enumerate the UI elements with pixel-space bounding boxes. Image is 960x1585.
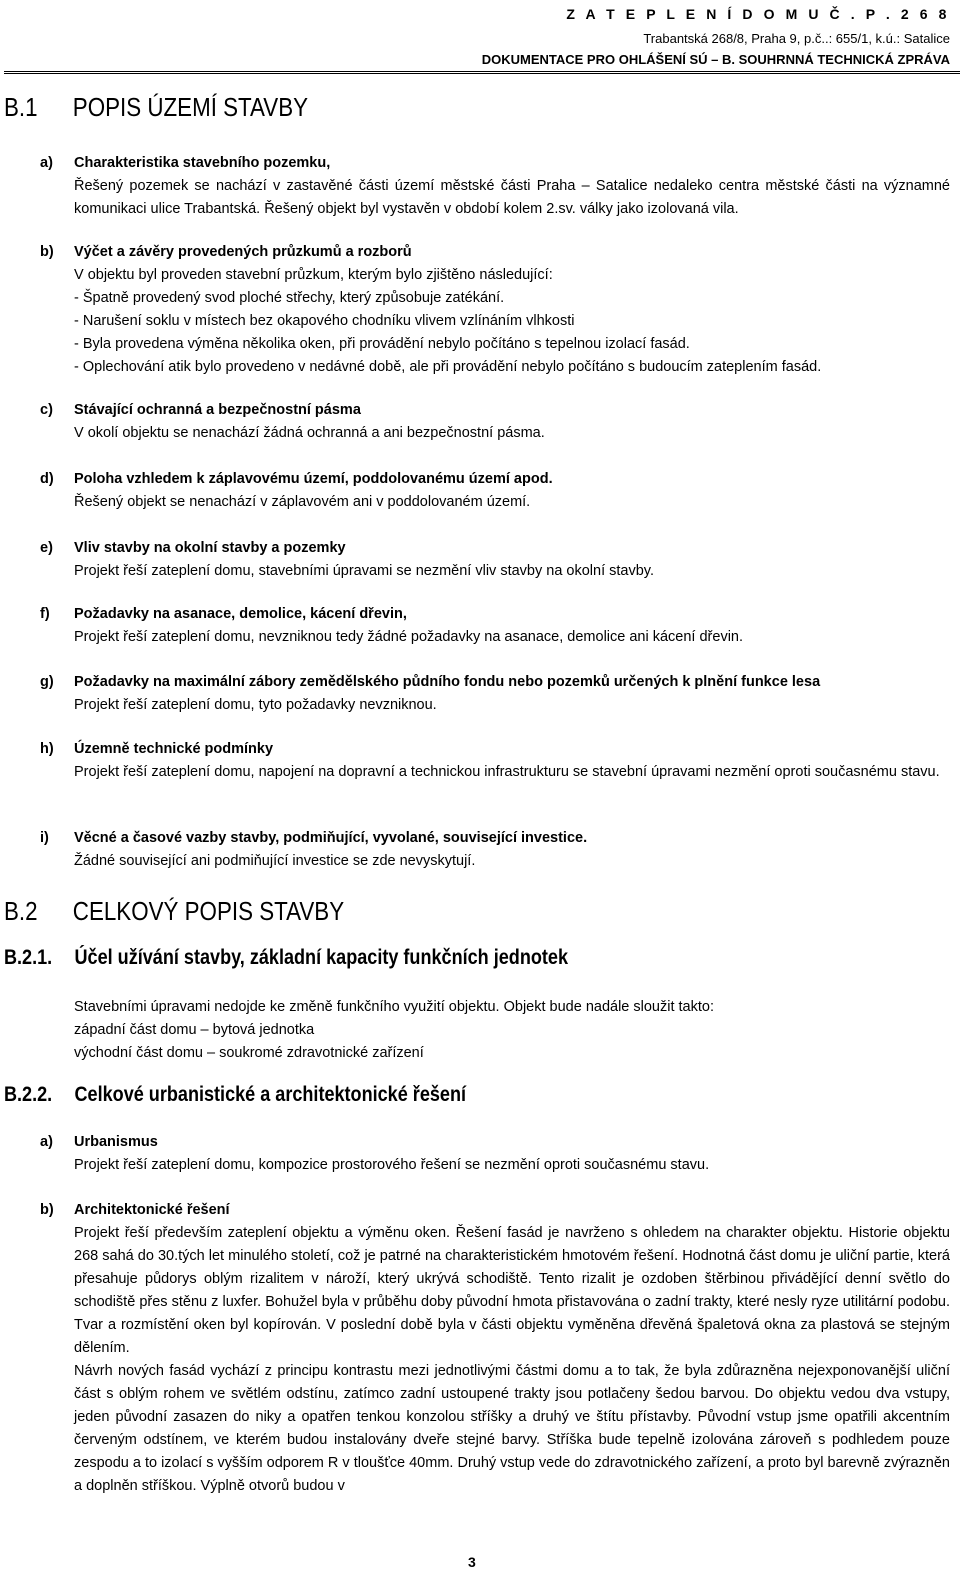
section-text: Projekt řeší zateplení domu, stavebními úpravami se nezmění vliv stavby na okolní stavby. bbox=[74, 563, 654, 579]
section-title: Charakteristika stavebního pozemku, bbox=[74, 155, 331, 171]
section-b22-b bbox=[40, 1199, 950, 1498]
paragraph-line: západní část domu – bytová jednotka bbox=[74, 1022, 315, 1038]
list-item: - Oplechování atik bylo provedeno v nedávné době, ale při provádění nebylo počítáno s budoucím zateplením fasád. bbox=[74, 359, 822, 375]
section-text: Řešený pozemek se nachází v zastavěné části území městské části Praha – Satalice nedaleko centra městské části na významné komunikaci ulice Trabantská. Řešený objekt byl vystavěn v období kolem 2.sv. války jako izolovaná vila. bbox=[74, 178, 950, 217]
section-letter: a) bbox=[40, 1134, 53, 1150]
section-letter: h) bbox=[40, 741, 54, 757]
heading-b1 bbox=[4, 92, 308, 123]
section-b1-e bbox=[40, 537, 950, 583]
section-b1-b bbox=[40, 241, 950, 379]
section-title: Architektonické řešení bbox=[74, 1202, 230, 1218]
section-text: Žádné související ani podmiňující investice se zde nevyskytují. bbox=[74, 853, 476, 869]
section-letter: e) bbox=[40, 540, 53, 556]
heading-b1-title: POPIS ÚZEMÍ STAVBY bbox=[72, 92, 309, 122]
list-item: - Špatně provedený svod ploché střechy, který způsobuje zatékání. bbox=[74, 290, 505, 306]
section-text: V okolí objektu se nenachází žádná ochranná a ani bezpečnostní pásma. bbox=[74, 425, 545, 441]
heading-b22-number: B.2.2. bbox=[4, 1083, 53, 1106]
section-letter: b) bbox=[40, 1202, 54, 1218]
heading-b22 bbox=[4, 1083, 466, 1107]
section-b1-h bbox=[40, 738, 950, 784]
section-letter: d) bbox=[40, 471, 54, 487]
heading-b21 bbox=[4, 946, 568, 970]
heading-b1-number: B.1 bbox=[4, 92, 38, 122]
section-letter: i) bbox=[40, 830, 49, 846]
header-address: Trabantská 268/8, Praha 9, p.č..: 655/1, k.ú.: Satalice bbox=[643, 31, 950, 46]
header-divider bbox=[4, 71, 960, 74]
section-letter: c) bbox=[40, 402, 53, 418]
section-b1-c bbox=[40, 399, 950, 445]
heading-b21-title: Účel užívání stavby, základní kapacity funkčních jednotek bbox=[74, 946, 568, 969]
section-text: Projekt řeší zateplení domu, tyto požadavky nevzniknou. bbox=[74, 697, 437, 713]
section-title: Urbanismus bbox=[74, 1134, 158, 1150]
heading-b21-number: B.2.1. bbox=[4, 946, 53, 969]
heading-b2-number: B.2 bbox=[4, 896, 38, 926]
section-text: Řešený objekt se nenachází v záplavovém ani v poddolovaném území. bbox=[74, 494, 531, 510]
section-b1-i bbox=[40, 827, 950, 873]
heading-b22-title: Celkové urbanistické a architektonické řešení bbox=[74, 1083, 467, 1106]
section-title: Vliv stavby na okolní stavby a pozemky bbox=[74, 540, 346, 556]
section-letter: g) bbox=[40, 674, 54, 690]
header-project-title: Z A T E P L E N Í D O M U Č . P . 2 6 8 bbox=[566, 6, 950, 22]
section-b1-a bbox=[40, 152, 950, 221]
section-title: Poloha vzhledem k záplavovému území, poddolovanému území apod. bbox=[74, 471, 553, 487]
list-item: - Narušení soklu v místech bez okapového chodníku vlivem vzlínáním vlhkosti bbox=[74, 313, 575, 329]
page-number: 3 bbox=[468, 1554, 476, 1570]
section-text: Projekt řeší především zateplení objektu a výměnu oken. Řešení fasád je navrženo s ohledem na charakter objektu. Historie objektu 268 sahá do 30.tých let minulého století, což je patrné na charakteristickém hmotovém řešení. Hodnotná část domu je uliční partie, která přesahuje půdorys oblým rizalitem v nároží, který ukrývá schodiště. Tento rizalit je ozdoben štěrbinou přivádějící denní světlo do schodiště přes stěnu z luxfer. Bohužel byla v průběhu doby původní hmota přistavována o zadní trakty, které nesly ryze utilitární podobu. Tvar a rozmístění oken byl kopírován. V poslední době byla v části objektu vyměněna dřevěná špaletová okna za plastová se stejným dělením. bbox=[74, 1225, 950, 1356]
heading-b2 bbox=[4, 896, 344, 927]
section-text: Projekt řeší zateplení domu, napojení na dopravní a technickou infrastrukturu se stavební úpravami nezmění oproti současnému stavu. bbox=[74, 764, 940, 780]
b21-text bbox=[74, 996, 950, 1065]
list-item: - Byla provedena výměna několika oken, při provádění nebylo počítáno s tepelnou izolací fasád. bbox=[74, 336, 690, 352]
section-letter: f) bbox=[40, 606, 50, 622]
section-title: Stávající ochranná a bezpečnostní pásma bbox=[74, 402, 361, 418]
paragraph-line: východní část domu – soukromé zdravotnické zařízení bbox=[74, 1045, 424, 1061]
section-b22-a bbox=[40, 1131, 950, 1177]
section-title: Požadavky na maximální zábory zemědělského půdního fondu nebo pozemků určených k plnění funkce lesa bbox=[74, 674, 821, 690]
section-letter: b) bbox=[40, 244, 54, 260]
section-b1-f bbox=[40, 603, 950, 649]
section-title: Výčet a závěry provedených průzkumů a rozborů bbox=[74, 244, 412, 260]
section-text: Návrh nových fasád vychází z principu kontrastu mezi jednotlivými částmi domu a to tak, že byla zdůrazněna nejexponovanější uliční část s oblým rohem ve světlém odstínu, zatímco zadní ustoupené trakty jsou potlačeny šedou barvou. Do objektu vedou dva vstupy, jeden původní zasazen do niky a opatřen tenkou konzolou stříšky a druhý ve štítu přístavby. Původní vstup jsme opatřili akcentním červeným odstínem, ve kterém budou instalovány dveře stejné barvy. Stříška bude tepelně izolována zároveň s podhledem pouze zespodu a to izolací s vyšším odporem R v tloušťce 40mm. Druhý vstup vede do zdravotnického zařízení, a proto byl barevně zvýrazněn a doplněn stříškou. Výplně otvorů budou v bbox=[74, 1363, 950, 1494]
section-title: Požadavky na asanace, demolice, kácení dřevin, bbox=[74, 606, 407, 622]
header-document-type: DOKUMENTACE PRO OHLÁŠENÍ SÚ – B. SOUHRNNÁ TECHNICKÁ ZPRÁVA bbox=[481, 52, 950, 67]
paragraph-line: Stavebními úpravami nedojde ke změně funkčního využití objektu. Objekt bude nadále sloužit takto: bbox=[74, 999, 714, 1015]
section-title: Územně technické podmínky bbox=[74, 741, 274, 757]
section-text: Projekt řeší zateplení domu, kompozice prostorového řešení se nezmění oproti současnému stavu. bbox=[74, 1157, 710, 1173]
section-b1-d bbox=[40, 468, 950, 514]
section-letter: a) bbox=[40, 155, 53, 171]
section-title: Věcné a časové vazby stavby, podmiňující, vyvolané, související investice. bbox=[74, 830, 588, 846]
section-text: Projekt řeší zateplení domu, nevzniknou tedy žádné požadavky na asanace, demolice ani kácení dřevin. bbox=[74, 629, 744, 645]
heading-b2-title: CELKOVÝ POPIS STAVBY bbox=[72, 896, 345, 926]
section-text: V objektu byl proveden stavební průzkum, kterým bylo zjištěno následující: bbox=[74, 267, 553, 283]
section-b1-g bbox=[40, 671, 950, 717]
